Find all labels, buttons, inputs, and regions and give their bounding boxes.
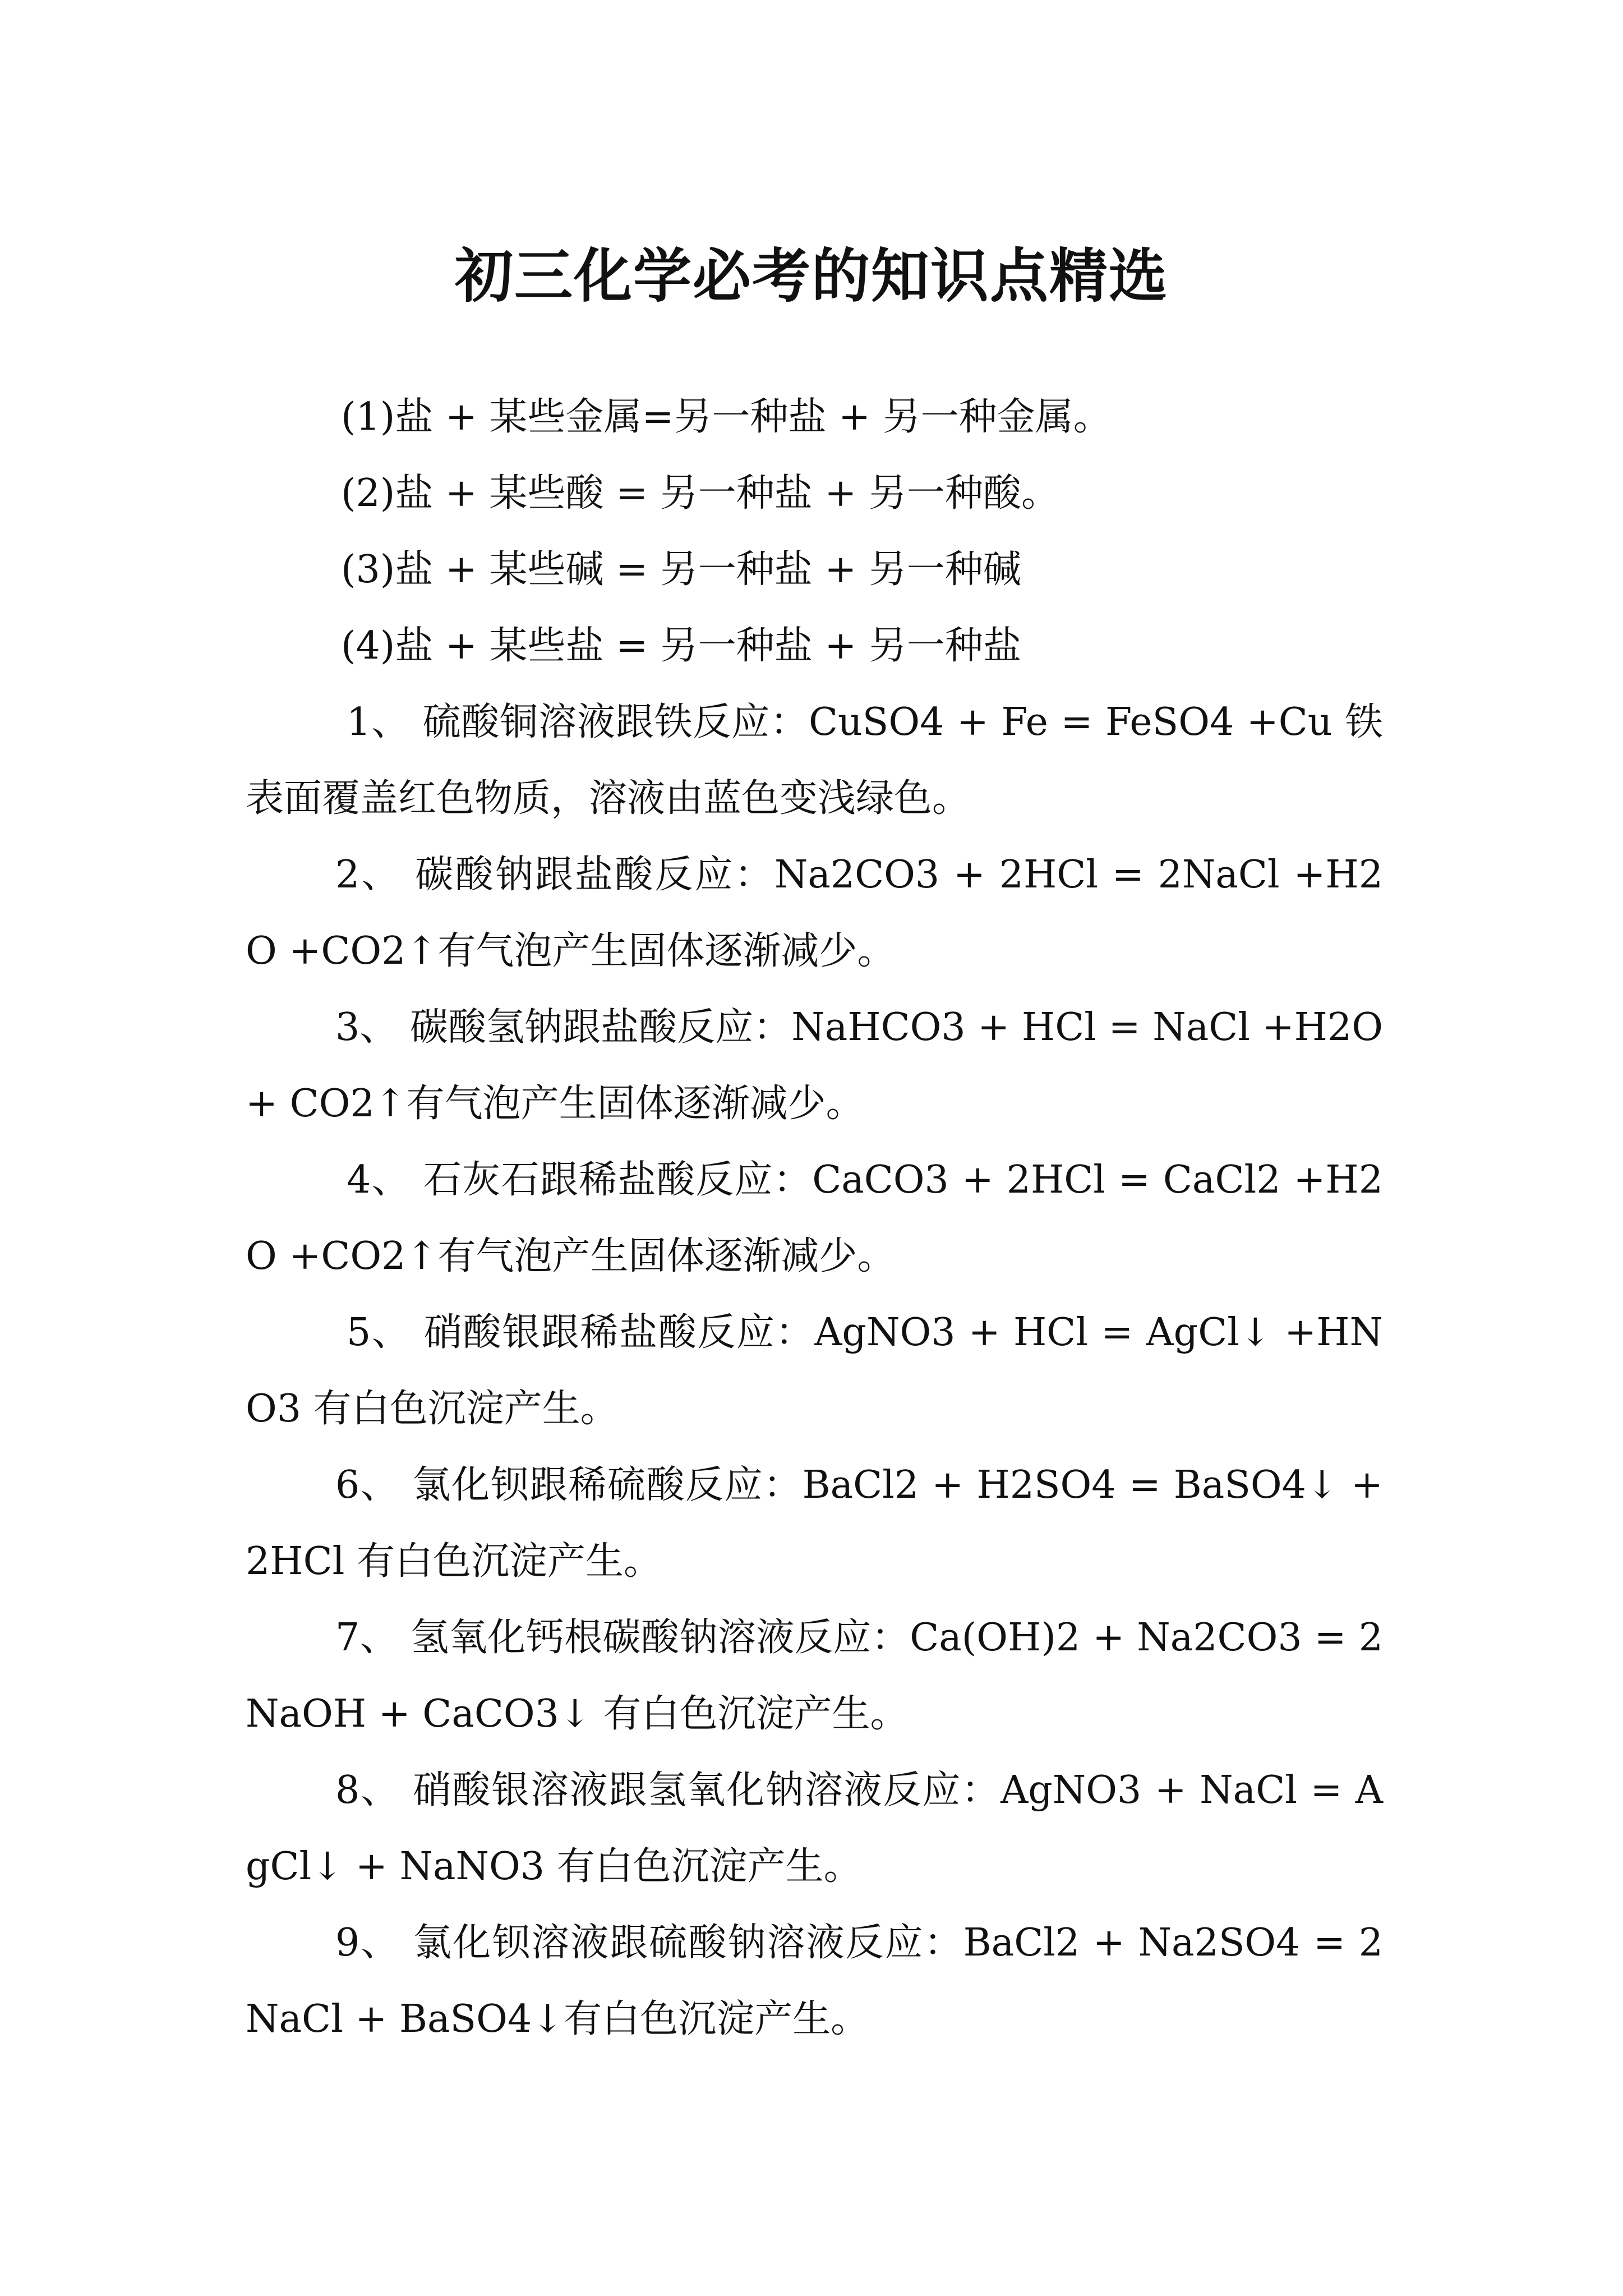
reaction-item-8: 8、 硝酸银溶液跟氢氧化钠溶液反应：AgNO3 + NaCl = AgCl↓ + NaNO3 有白色沉淀产生。 xyxy=(246,1768,1383,1889)
reaction-item-6: 6、 氯化钡跟稀硫酸反应：BaCl2 + H2SO4 = BaSO4↓ + 2HCl 有白色沉淀产生。 xyxy=(246,1463,1383,1584)
reaction-item-3: 3、 碳酸氢钠跟盐酸反应：NaHCO3 + HCl = NaCl +H2O + CO2↑有气泡产生固体逐渐减少。 xyxy=(246,1005,1383,1126)
reaction-item-4: 4、 石灰石跟稀盐酸反应：CaCO3 + 2HCl = CaCl2 +H2O +CO2↑有气泡产生固体逐渐减少。 xyxy=(246,1158,1383,1278)
rule-line-4: (4)盐 + 某些盐 = 另一种盐 + 另一种盐 xyxy=(341,624,1021,668)
rule-line-3: (3)盐 + 某些碱 = 另一种盐 + 另一种碱 xyxy=(341,547,1021,592)
document-body xyxy=(246,379,1383,2058)
document-title: 初三化学必考的知识点精选 xyxy=(454,241,1168,310)
rule-line-1: (1)盐 + 某些金属=另一种盐 + 另一种金属。 xyxy=(341,395,1112,439)
reaction-item-2: 2、 碳酸钠跟盐酸反应：Na2CO3 + 2HCl = 2NaCl +H2O +CO2↑有气泡产生固体逐渐减少。 xyxy=(246,853,1383,973)
rule-line-2: (2)盐 + 某些酸 = 另一种盐 + 另一种酸。 xyxy=(341,471,1059,516)
reaction-item-5: 5、 硝酸银跟稀盐酸反应：AgNO3 + HCl = AgCl↓ +HNO3 有白色沉淀产生。 xyxy=(246,1310,1383,1431)
reaction-item-1: 1、 硫酸铜溶液跟铁反应：CuSO4 + Fe = FeSO4 +Cu 铁表面覆盖红色物质，溶液由蓝色变浅绿色。 xyxy=(246,700,1383,821)
reaction-item-7: 7、 氢氧化钙根碳酸钠溶液反应：Ca(OH)2 + Na2CO3 = 2NaOH + CaCO3↓ 有白色沉淀产生。 xyxy=(246,1616,1383,1736)
reaction-item-9: 9、 氯化钡溶液跟硫酸钠溶液反应：BaCl2 + Na2SO4 = 2NaCl + BaSO4↓有白色沉淀产生。 xyxy=(246,1921,1383,2041)
